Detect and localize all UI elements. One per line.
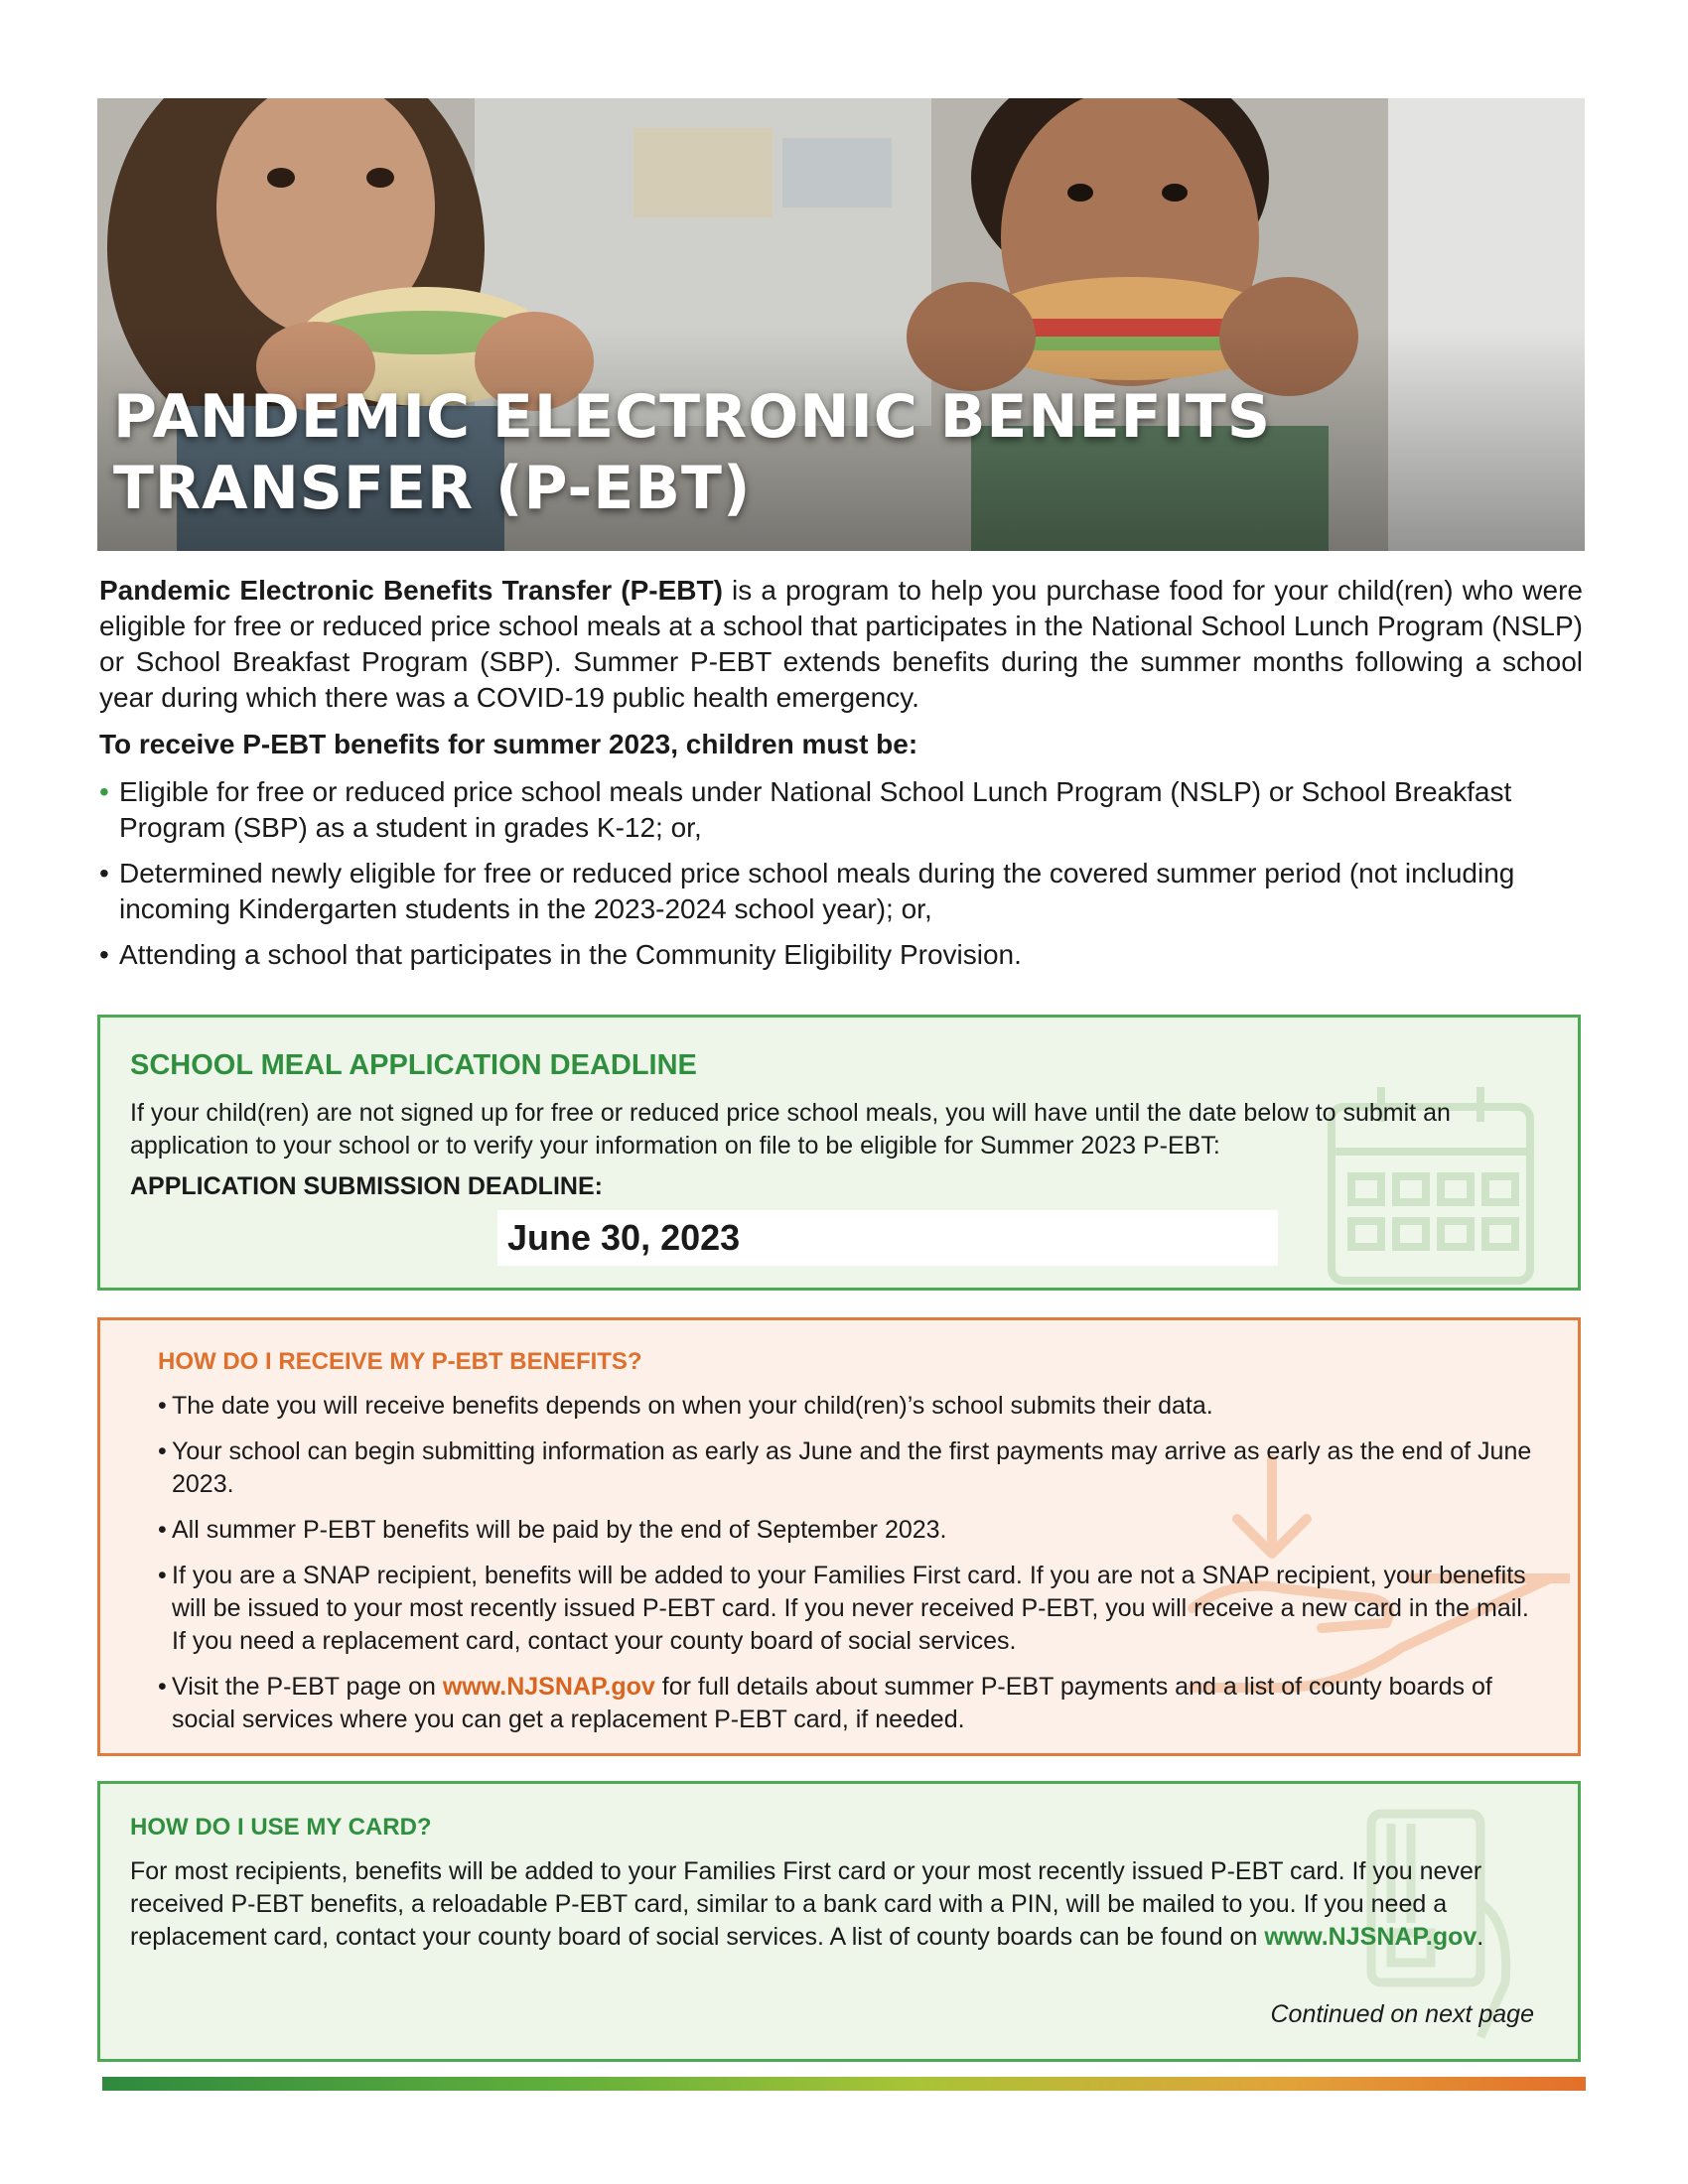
list-item: • Your school can begin submitting information as early as June and the first payments may arrive as early as the end of June 2023. (158, 1437, 1532, 1498)
njsnap-link[interactable]: www.NJSNAP.gov (1264, 1923, 1477, 1951)
bullet-icon: • (99, 939, 109, 970)
intro-lead: Pandemic Electronic Benefits Transfer (P-EBT) (99, 575, 723, 606)
card-title: HOW DO I USE MY CARD? (130, 1814, 432, 1841)
intro-paragraph (99, 573, 1583, 716)
page-title (113, 381, 1271, 524)
deadline-box (97, 1015, 1581, 1291)
bullet-icon: • (158, 1437, 167, 1465)
deadline-text: If your child(ren) are not signed up for free or reduced price school meals, you will have until the date below to submit an application to your school or to verify your information on file to be eligible for Summer 2023 P-EBT: (130, 1099, 1451, 1160)
list-item: • If you are a SNAP recipient, benefits will be added to your Families First card. If you are not a SNAP recipient, your benefits will be issued to your most recently issued P-EBT card. If you never received P-EBT, you will receive a new card in the mail. If you need a replacement card, contact your county board of social services. (158, 1562, 1529, 1655)
bullet-icon: • (158, 1516, 167, 1544)
benefits-title: HOW DO I RECEIVE MY P-EBT BENEFITS? (158, 1348, 642, 1375)
bullet-icon: • (158, 1392, 167, 1420)
deadline-date: June 30, 2023 (497, 1210, 1278, 1266)
list-item: • Attending a school that participates in the Community Eligibility Provision. (99, 937, 1583, 973)
card-box (97, 1781, 1581, 2062)
bullet-icon: • (158, 1673, 167, 1701)
list-item: • The date you will receive benefits depends on when your child(ren)’s school submits their data. (158, 1390, 1548, 1423)
card-text: For most recipients, benefits will be added to your Families First card or your most recently issued P-EBT card. If you never received P-EBT benefits, a reloadable P-EBT card, similar to a bank card with a PIN, will be mailed to you. If you need a replacement card, contact your county board of social services. A list of county boards can be found on www.NJSNAP.gov. (130, 1857, 1484, 1951)
footer-gradient-bar (102, 2077, 1586, 2091)
bullet-icon: • (99, 776, 109, 807)
list-item: • Visit the P-EBT page on www.NJSNAP.gov for full details about summer P-EBT payments and a list of county boards of social services where you can get a replacement P-EBT card, if needed. (158, 1673, 1492, 1733)
benefits-box (97, 1317, 1581, 1756)
benefits-list (158, 1390, 1548, 1749)
deadline-title: SCHOOL MEAL APPLICATION DEADLINE (130, 1049, 697, 1081)
bullet-icon: • (99, 858, 109, 888)
criteria-list (99, 774, 1583, 983)
continued-note: Continued on next page (1270, 2000, 1534, 2028)
njsnap-link[interactable]: www.NJSNAP.gov (442, 1673, 655, 1701)
criteria-heading: To receive P-EBT benefits for summer 2023, children must be: (99, 729, 918, 759)
title-line-2: TRANSFER (P-EBT) (113, 454, 752, 523)
title-line-1: PANDEMIC ELECTRONIC BENEFITS (113, 382, 1272, 452)
list-item: • Determined newly eligible for free or reduced price school meals during the covered summer period (not including incoming Kindergarten students in the 2023-2024 school year); or, (99, 858, 1515, 924)
deadline-label: APPLICATION SUBMISSION DEADLINE: (130, 1172, 603, 1200)
bullet-icon: • (158, 1562, 167, 1589)
list-item: • All summer P-EBT benefits will be paid by the end of September 2023. (158, 1514, 1548, 1547)
list-item: • Eligible for free or reduced price school meals under National School Lunch Program (NSLP) or School Breakfast Program (SBP) as a student in grades K-12; or, (99, 776, 1512, 843)
hero-photo (97, 98, 1585, 551)
intro-body: is a program to help you purchase food for your child(ren) who were eligible for free or reduced price school meals at a school that participates in the National School Lunch Program (NSLP) or School Breakfast Program (SBP). Summer P-EBT extends benefits during the summer months following a school year during which there was a COVID-19 public health emergency. (99, 575, 1583, 713)
